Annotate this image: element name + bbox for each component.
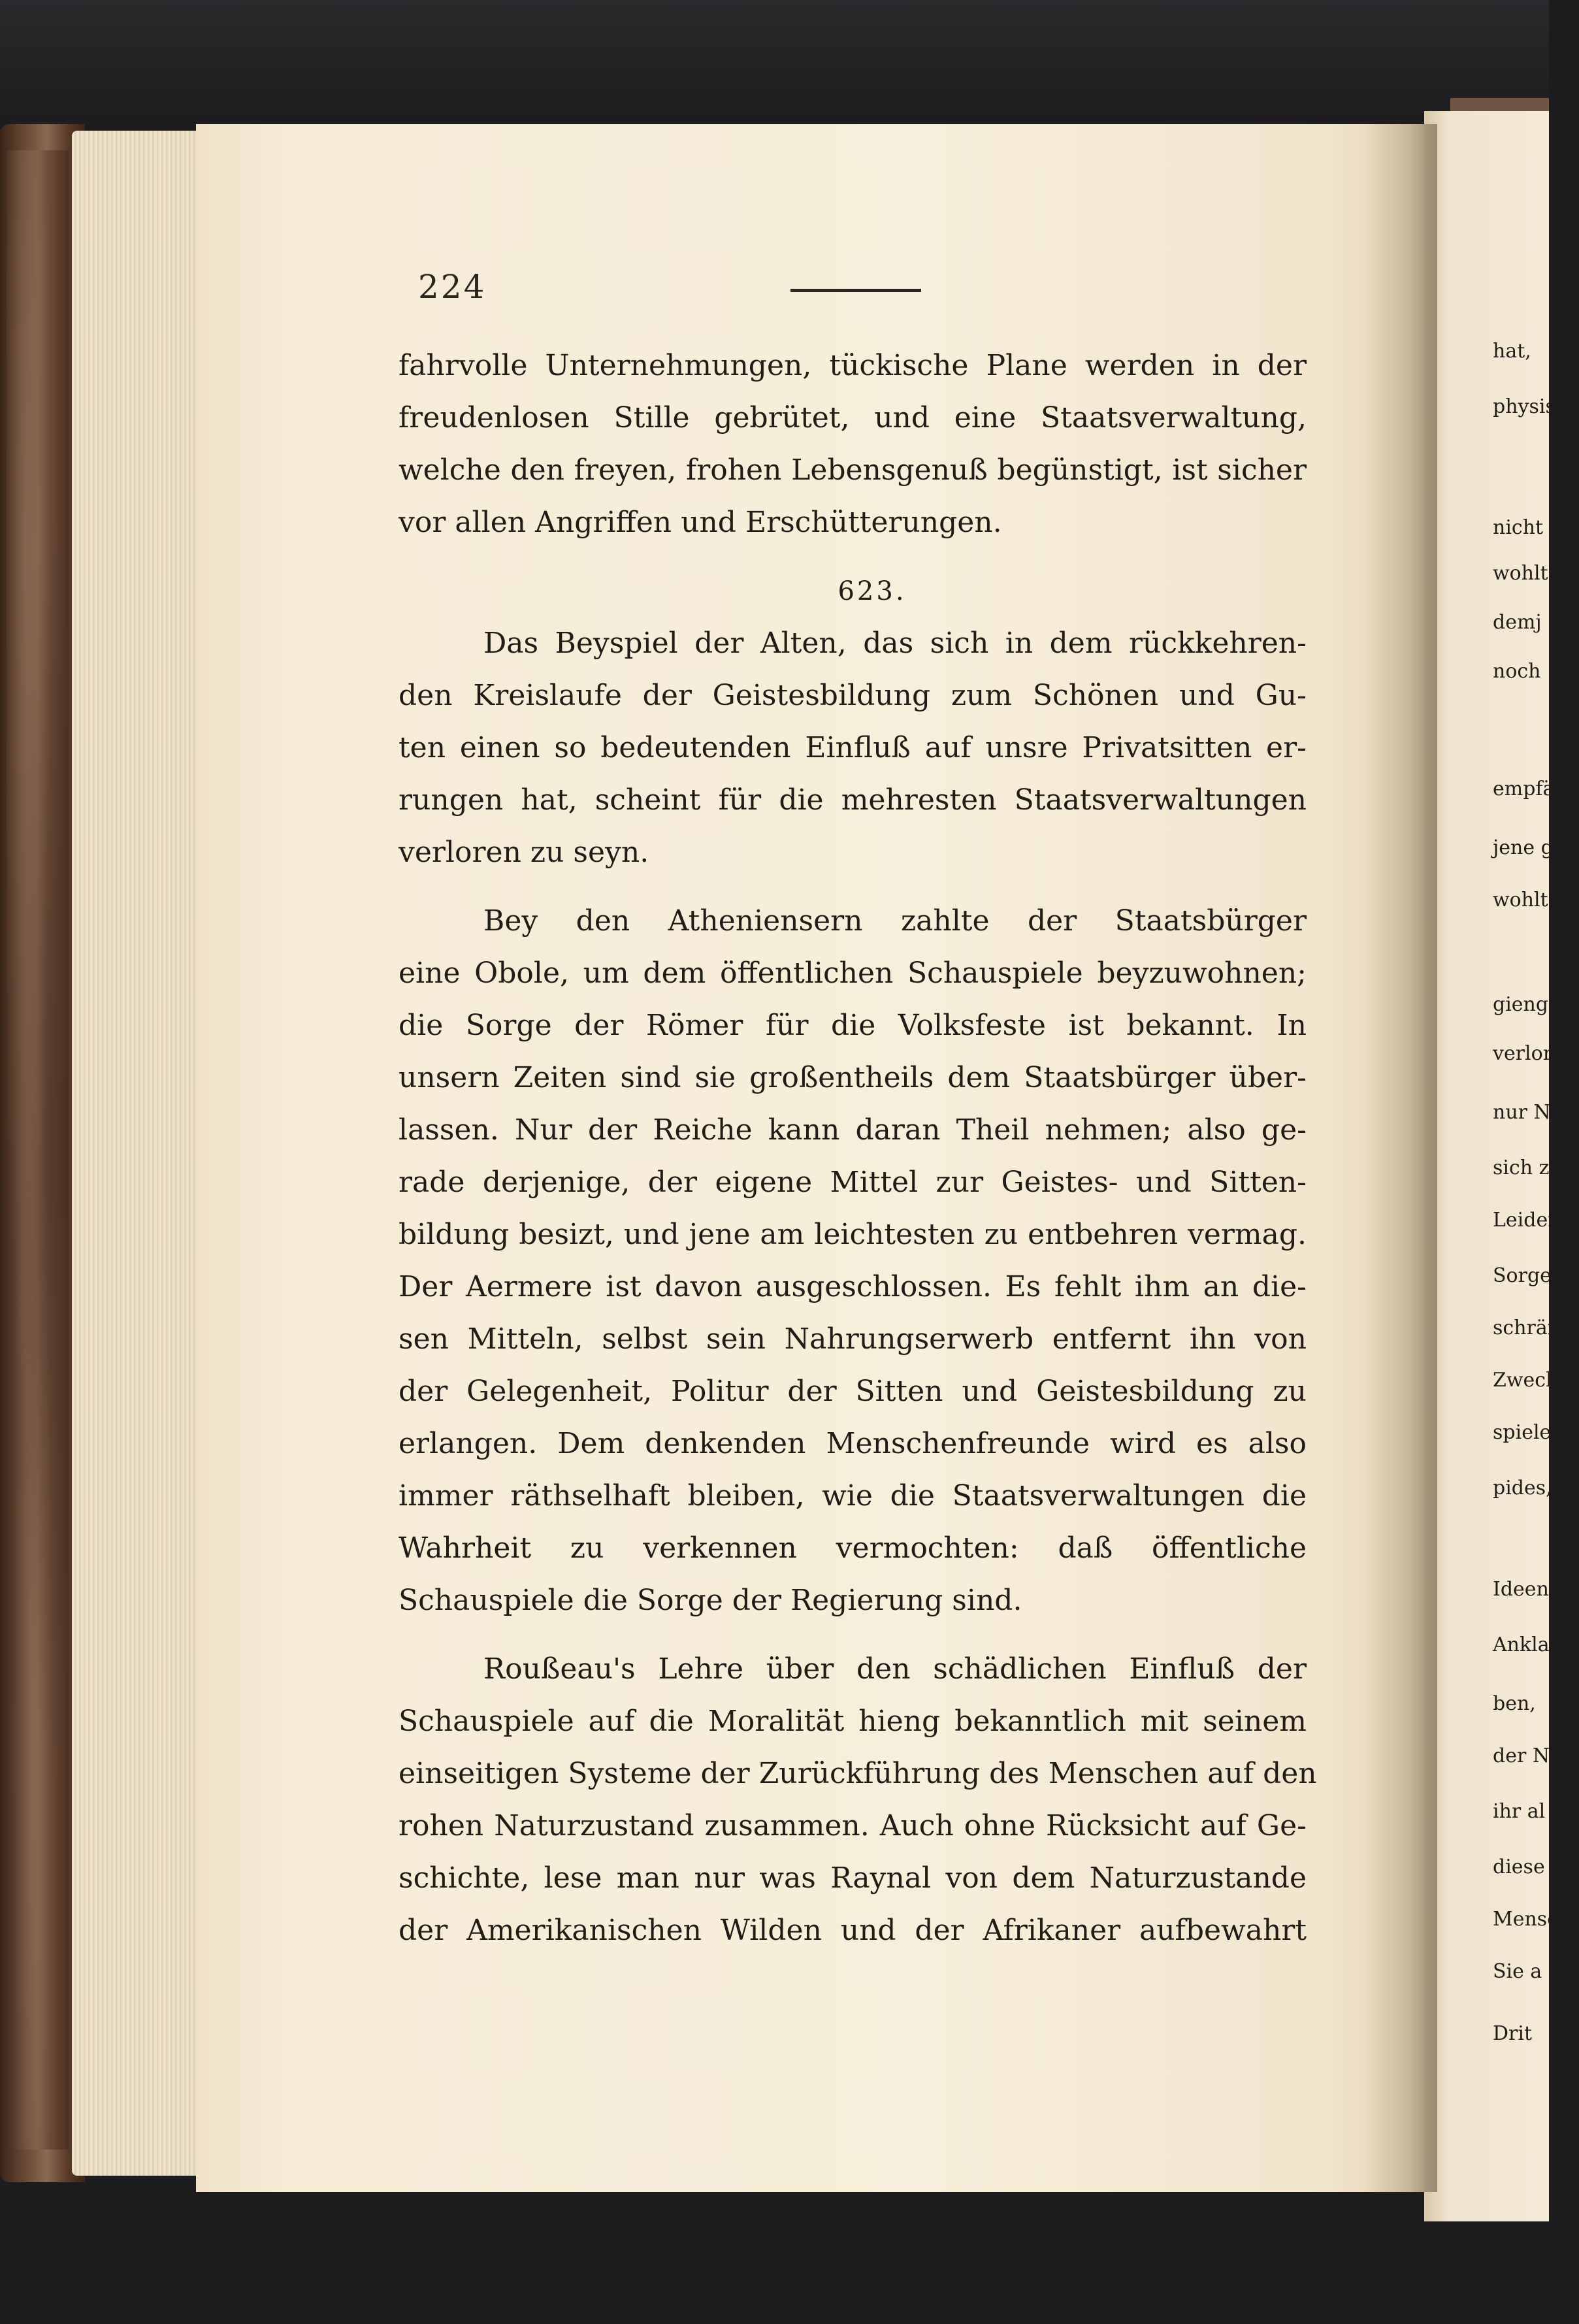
text-line: die Sorge der Römer für die Volksfeste ist bekannt. In: [399, 1009, 1307, 1042]
facing-fragment: physisch: [1493, 395, 1579, 418]
facing-fragment: Mensch: [1493, 1908, 1571, 1931]
text-line: Wahrheit zu verkennen vermochten: daß öffentliche: [399, 1531, 1307, 1565]
page-edges: [72, 131, 209, 2176]
text-line: vor allen Angriffen und Erschütterungen.: [399, 506, 1002, 539]
facing-fragment: der N: [1493, 1744, 1550, 1767]
facing-fragment: Drit: [1493, 2022, 1533, 2045]
text-line: rohen Naturzustand zusammen. Auch ohne Rücksicht auf Ge-: [399, 1809, 1307, 1842]
facing-fragment: hat,: [1493, 340, 1531, 363]
text-line: Bey den Atheniensern zahlte der Staatsbürger: [483, 904, 1307, 938]
page-text: [399, 340, 1317, 1957]
facing-fragment: ben,: [1493, 1692, 1536, 1715]
text-line: bildung besizt, und jene am leichtesten zu entbehren vermag.: [399, 1218, 1307, 1251]
header-rule: [790, 289, 921, 292]
text-line: Das Beyspiel der Alten, das sich in dem rückkehren-: [483, 627, 1307, 660]
text-line: welche den freyen, frohen Lebensgenuß begünstigt, ist sicher: [399, 453, 1307, 487]
facing-fragment: jene g: [1493, 836, 1554, 859]
facing-fragment: wohlt: [1493, 562, 1548, 585]
facing-fragment: nur N: [1493, 1101, 1551, 1124]
text-line: fahrvolle Unternehmungen, tückische Plane werden in der: [399, 349, 1307, 382]
facing-fragment: gieng: [1493, 993, 1549, 1016]
facing-fragment: Leiden: [1493, 1209, 1561, 1232]
facing-fragment: schränk: [1493, 1317, 1572, 1339]
facing-fragment: Anklag: [1493, 1633, 1562, 1656]
text-line: Schauspiele die Sorge der Regierung sind.: [399, 1584, 1022, 1617]
text-line: ten einen so bedeutenden Einfluß auf unsre Privatsitten er-: [399, 731, 1307, 764]
facing-fragment: wohlt: [1493, 889, 1548, 911]
text-line: der Gelegenheit, Politur der Sitten und Geistesbildung zu: [399, 1375, 1307, 1408]
marbled-binding: [7, 150, 69, 2150]
facing-fragment: Zwecke: [1493, 1369, 1570, 1392]
text-line: sen Mitteln, selbst sein Nahrungserwerb entfernt ihn von: [399, 1322, 1307, 1356]
background: [0, 0, 1549, 131]
facing-fragment: sich zu: [1493, 1156, 1562, 1179]
text-line: den Kreislaufe der Geistesbildung zum Schönen und Gu-: [399, 679, 1307, 712]
page-number: 224: [418, 268, 487, 306]
facing-fragment: diese: [1493, 1856, 1545, 1878]
facing-fragment: Sorge: [1493, 1264, 1552, 1287]
page-header: [418, 268, 1307, 314]
section-number: 623.: [838, 576, 907, 606]
text-line: Der Aermere ist davon ausgeschlossen. Es fehlt ihm an die-: [399, 1270, 1307, 1303]
text-line: lassen. Nur der Reiche kann daran Theil nehmen; also ge-: [399, 1113, 1307, 1147]
facing-fragment: Ideen: [1493, 1578, 1549, 1601]
text-line: verloren zu seyn.: [399, 836, 649, 869]
text-line: der Amerikanischen Wilden und der Afrikaner aufbewahrt: [399, 1914, 1307, 1947]
facing-fragment: verlor: [1493, 1042, 1553, 1065]
facing-fragment: nicht: [1493, 516, 1544, 539]
text-line: immer räthselhaft bleiben, wie die Staatsverwaltungen die: [399, 1479, 1307, 1513]
facing-fragment: demj: [1493, 611, 1542, 634]
text-line: rade derjenige, der eigene Mittel zur Geistes- und Sitten-: [399, 1166, 1307, 1199]
facing-fragment: pides,: [1493, 1477, 1552, 1499]
text-line: unsern Zeiten sind sie großentheils dem Staatsbürger über-: [399, 1061, 1307, 1094]
text-line: eine Obole, um dem öffentlichen Schauspiele beyzuwohnen;: [399, 957, 1307, 990]
text-line: rungen hat, scheint für die mehresten Staatsverwaltungen: [399, 783, 1307, 817]
text-line: erlangen. Dem denkenden Menschenfreunde wird es also: [399, 1427, 1307, 1460]
facing-fragment: ihr al: [1493, 1800, 1546, 1823]
text-line: freudenlosen Stille gebrütet, und eine Staatsverwaltung,: [399, 401, 1307, 434]
facing-fragment: noch: [1493, 660, 1541, 683]
text-line: schichte, lese man nur was Raynal von dem Naturzustande: [399, 1861, 1307, 1895]
text-line: einseitigen Systeme der Zurückführung des Menschen auf den: [399, 1757, 1317, 1790]
facing-fragment: Sie a: [1493, 1960, 1542, 1983]
facing-fragment: empfä: [1493, 777, 1555, 800]
text-line: Schauspiele auf die Moralität hieng bekanntlich mit seinem: [399, 1705, 1307, 1738]
facing-fragment: spiele: [1493, 1421, 1552, 1444]
text-line: Roußeau's Lehre über den schädlichen Einfluß der: [483, 1652, 1307, 1686]
gutter-shadow: [1365, 124, 1437, 2192]
